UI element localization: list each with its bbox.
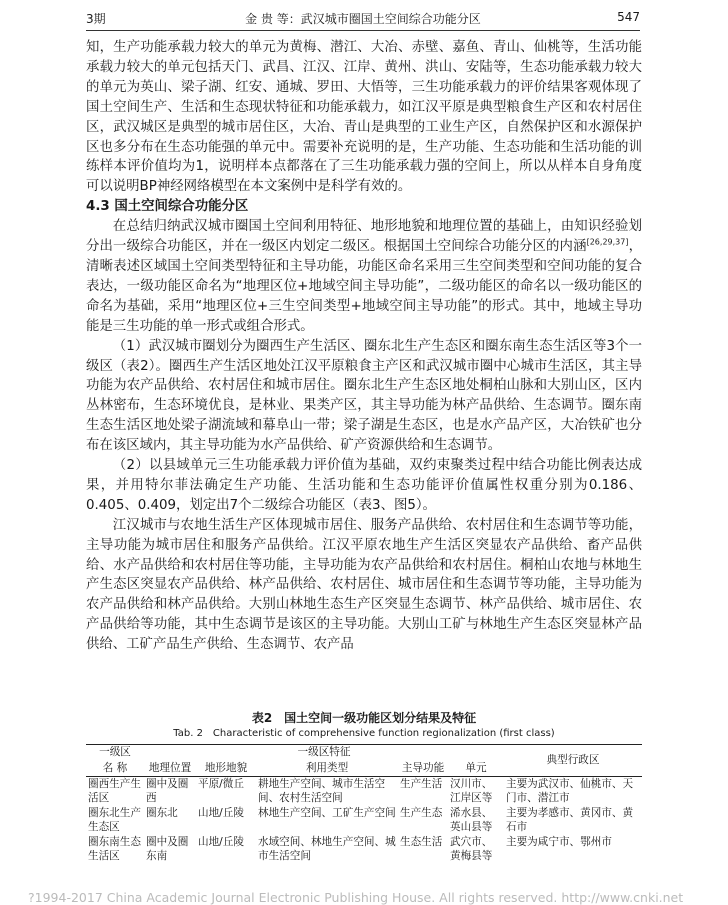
column-header-function: 主导功能	[398, 761, 448, 777]
cell-function: 生产生活	[400, 778, 443, 790]
cell-terrain: 山地/丘陵	[198, 836, 244, 848]
column-header-unit: 单元	[448, 761, 504, 777]
cell-unit: 汉川市、江岸区等	[450, 778, 493, 804]
paragraph-item-1: （1）武汉城市圈划分为圈西生产生活区、圈东北生产生态区和圈东南生态生活区等3个一级区（表2）。圈西生产生活区地处江汉平原粮食主产区和武汉城市圈中心城市生活区，其主导功能为农产品供给、农村居住和城市居住。圈东北生产生态区地处桐柏山脉和大别山区，区内丛林密布，生态环境优良，是林业、果类产区，其主导功能为林产品供给、生态调节。圈东南生态生活区地处梁子湖流域和幕阜山一带；梁子湖是生态区，也是水产品产区，大冶铁矿也分布在该区域内，其主导功能为水产品供给、矿产资源供给和生态调节。	[86, 338, 642, 454]
cell-typical: 主要为孝感市、黄冈市、黄石市	[506, 807, 634, 833]
cell-unit: 武穴市、黄梅县等	[450, 836, 493, 862]
paragraph-item-2: （2）以县域单元三生功能承载力评价值为基础，双约束聚类过程中结合功能比例表达成果，并用特尔菲法确定生产功能、生活功能和生态功能评价值属性权重分别为0.186、0.405、0.409，划定出7个二级综合功能区（表3、图5）。	[86, 458, 642, 513]
table-caption-en: Tab. 2 Characteristic of comprehensive function regionalization (first class)	[173, 728, 555, 739]
cell-location: 圈中及圈东南	[146, 836, 189, 862]
cell-name: 圈西生产生活区	[88, 778, 141, 804]
cell-use-type: 林地生产空间、工矿生产空间	[258, 807, 396, 819]
table-row	[86, 806, 642, 835]
header-group-first-class: 一级区	[86, 745, 144, 761]
section-heading: 4.3 国土空间综合功能分区	[86, 199, 249, 215]
column-header-use-type: 利用类型	[256, 761, 398, 777]
table-caption-zh: 表2 国土空间一级功能区划分结果及特征	[251, 711, 477, 725]
paragraph-intro-text-a: 在总结归纳武汉城市圈国土空间利用特征、地形地貌和地理位置的基础上，由知识经验划分出一级综合功能区，并在一级区内划定二级区。根据国土空间综合功能分区的内涵	[86, 219, 642, 255]
cell-typical: 主要为武汉市、仙桃市、天门市、潜江市	[506, 778, 634, 804]
cell-terrain: 平原/微丘	[198, 778, 244, 790]
column-header-name: 名 称	[86, 761, 144, 777]
issue-number: 3期	[86, 12, 106, 26]
cell-location: 圈东北	[146, 807, 178, 819]
copyright-footer: ?1994-2017 China Academic Journal Electronic Publishing House. All rights reserved. http://www.cnki.net	[28, 890, 684, 905]
header-typical-region: 典型行政区	[504, 745, 642, 777]
paragraph-continued: 知，生产功能承载力较大的单元为黄梅、潜江、大冶、赤壁、嘉鱼、青山、仙桃等，生活功能承载力较大的单元包括天门、武昌、江汉、江岸、黄州、洪山、安陆等，生态功能承载力较大的单元为英山、梁子湖、红安、通城、罗田、大悟等，三生功能承载力的评价结果客观体现了国土空间生产、生活和生态现状特征和功能承载力，如江汉平原是典型粮食生产区和农村居住区，武汉城区是典型的城市居住区，大冶、青山是典型的工业生产区，自然保护区和水源保护区也多分布在生态功能强的单元中。需要补充说明的是，生产功能、生态功能和生活功能的训练样本评价值均为1，说明样本点都落在了三生功能承载力强的空间上，所以从样本自身角度可以说明BP神经网络模型在本文案例中是科学有效的。	[86, 40, 642, 195]
column-header-location: 地理位置	[144, 761, 196, 777]
citation-reference[interactable]: [26,29,37]	[586, 237, 629, 247]
cell-name: 圈东南生态生活区	[88, 836, 141, 862]
cell-unit: 浠水县、英山县等	[450, 807, 493, 833]
cell-name: 圈东北生产生态区	[88, 807, 141, 833]
running-title: 金 贵 等：武汉城市圈国土空间综合功能分区	[245, 12, 481, 26]
cell-use-type: 耕地生产空间、城市生活空间、农村生活空间	[258, 778, 386, 804]
function-region-table	[86, 744, 642, 864]
cell-typical: 主要为咸宁市、鄂州市	[506, 836, 612, 848]
table-row	[86, 835, 642, 864]
cell-location: 圈中及圈西	[146, 778, 189, 804]
cell-function: 生产生态	[400, 807, 443, 819]
cell-use-type: 水域空间、林地生产空间、城市生活空间	[258, 836, 396, 862]
paragraph-intro-text-b: ，清晰表述区域国土空间类型特征和主导功能，功能区命名采用三生空间类型和空间功能的复合表达，一级功能区命名为“地理区位+地域空间主导功能”，二级功能区的命名以一级功能区的命名为基础，采用“地理区位+三生空间类型+地域空间主导功能”的形式。其中，地域主导功能是三生功能的单一形式或组合形式。	[86, 239, 642, 334]
article-body	[86, 38, 642, 655]
cell-terrain: 山地/丘陵	[198, 807, 244, 819]
running-header	[86, 8, 640, 30]
header-group-features: 一级区特征	[144, 745, 504, 761]
column-header-terrain: 地形地貌	[196, 761, 256, 777]
paragraph-intro	[86, 217, 642, 336]
header-rule	[86, 30, 640, 31]
paragraph-detail: 江汉城市与农地生活生产区体现城市居住、服务产品供给、农村居住和生态调节等功能，主导功能为城市居住和服务产品供给。江汉平原农地生产生活区突显农产品供给、畜产品供给、水产品供给和农村居住等功能，主导功能为农产品供给和农村居住。桐柏山农地与林地生产生态区突显农产品供给、林产品供给、农村居住、城市居住和生态调节等功能，主导功能为农产品供给和林产品供给。大别山林地生态生产区突显生态调节、林产品供给、城市居住、农产品供给等功能，其中生态调节是该区的主导功能。大别山工矿与林地生产生态区突显林产品供给、工矿产品生产供给、生态调节、农产品	[86, 517, 642, 653]
table-caption	[86, 710, 642, 741]
table-row	[86, 777, 642, 807]
cell-function: 生态生活	[400, 836, 443, 848]
page-number: 547	[617, 10, 640, 24]
